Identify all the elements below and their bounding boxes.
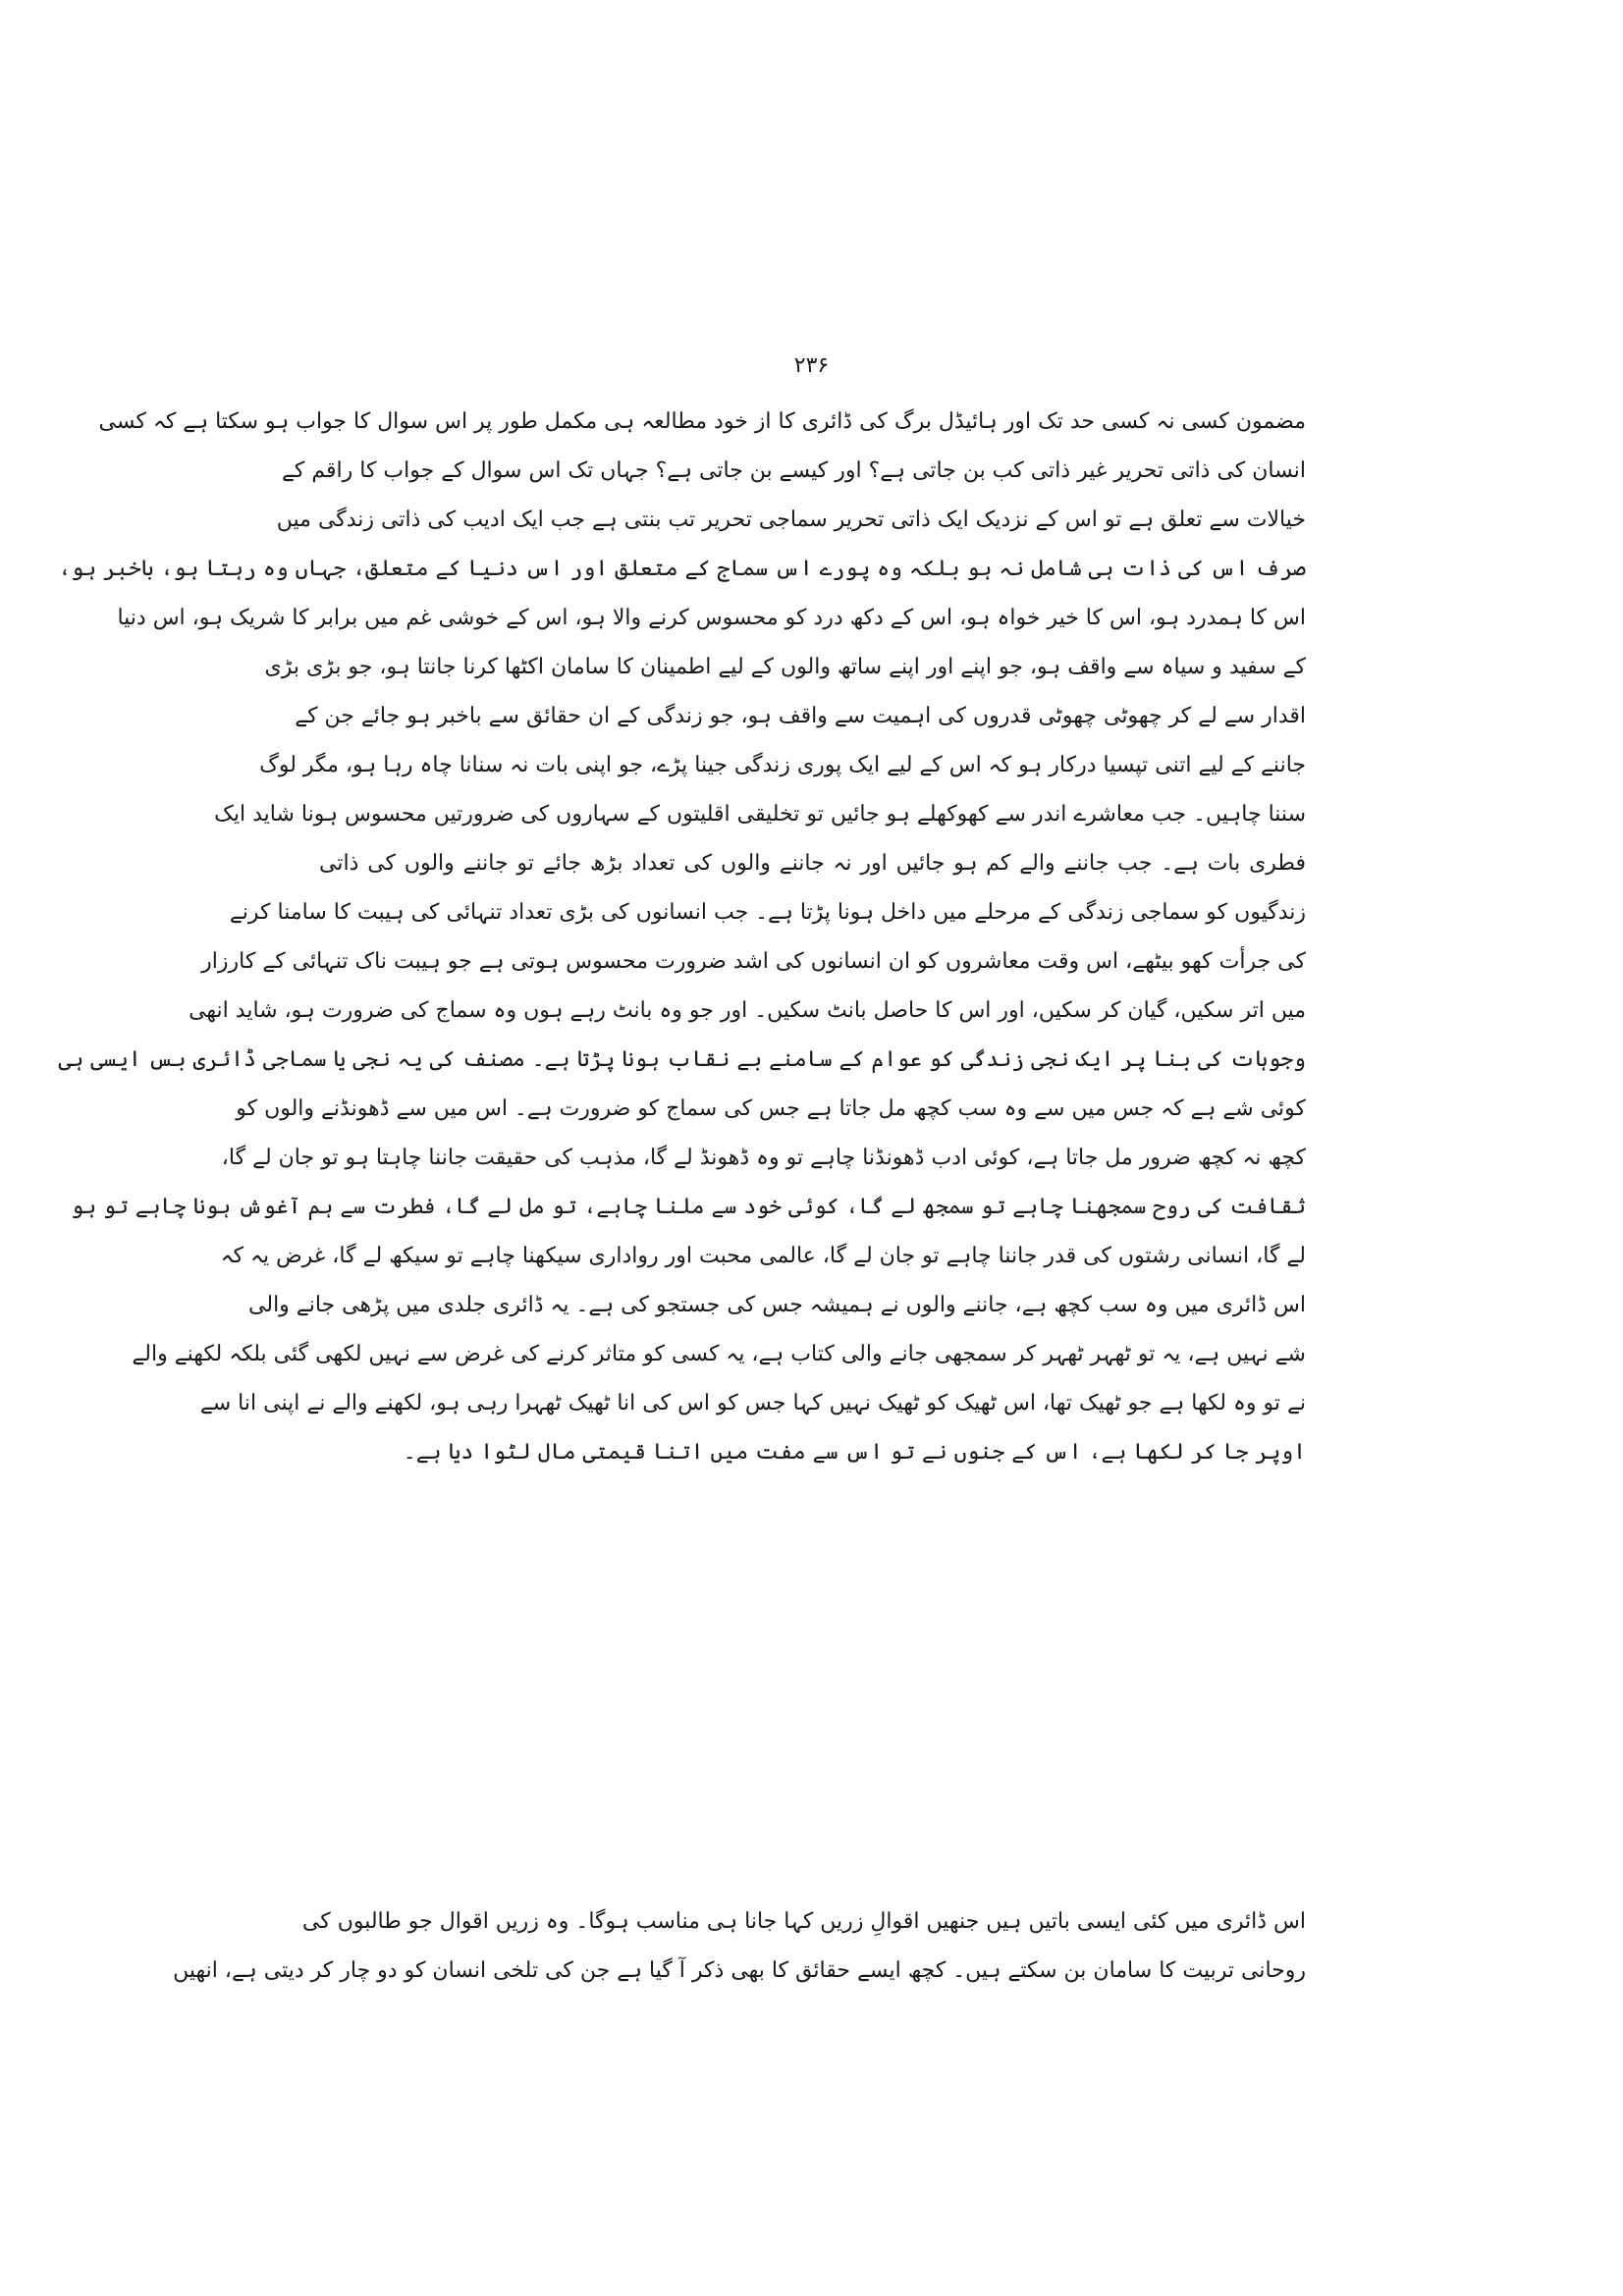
text-line: اس ڈائری میں کئی ایسی باتیں ہیں جنھیں اقوالِ زریں کہا جانا ہی مناسب ہوگا۔ وہ زریں اقوال جو طالبوں کی bbox=[301, 1909, 1306, 1934]
text-line: صرف اس کی ذات ہی شامل نہ ہو بلکہ وہ پورے اس سماج کے متعلق اور اس دنیا کے متعلق، جہاں وہ رہتا ہو، باخبر ہو، bbox=[58, 557, 1306, 581]
text-line: اقدار سے لے کر چھوٹی چھوٹی قدروں کی اہمیت سے واقف ہو، جو زندگی کے ان حقائق سے باخبر ہو جائے جن کے bbox=[295, 704, 1306, 728]
text-line: شے نہیں ہے، یہ تو ٹھہر ٹھہر کر سمجھی جانے والی کتاب ہے، یہ کسی کو متاثر کرنے کی غرض سے نہیں لکھی گئی بلکہ لکھنے والے bbox=[132, 1342, 1306, 1366]
paragraph-2 bbox=[173, 1897, 1306, 1996]
text-line: مضمون کسی نہ کسی حد تک اور ہائیڈل برگ کی ڈائری کا از خود مطالعہ ہی مکمل طور پر اس سوال کا جواب ہو سکتا ہے کہ کسی bbox=[98, 409, 1306, 434]
page-number: ۲۳۶ bbox=[793, 353, 830, 378]
text-line: کی جرأت کھو بیٹھے، اس وقت معاشروں کو ان انسانوں کی اشد ضرورت محسوس ہوتی ہے جو ہیبت ناک تنہائی کے کارزار bbox=[201, 949, 1306, 974]
text-line: سننا چاہیں۔ جب معاشرے اندر سے کھوکھلے ہو جائیں تو تخلیقی اقلیتوں کے سہاروں کی ضرورتیں محسوس ہونا شاید ایک bbox=[214, 802, 1306, 827]
text-line: روحانی تربیت کا سامان بن سکتے ہیں۔ کچھ ایسے حقائق کا بھی ذکر آ گیا ہے جن کی تلخی انسان کو دو چار کر دیتی ہے، انھیں bbox=[173, 1958, 1306, 1983]
text-line: میں اتر سکیں، گیان کر سکیں، اور اس کا حاصل بانٹ سکیں۔ اور جو وہ بانٹ رہے ہوں وہ سماج کی ضرورت ہو، شاید انھی bbox=[189, 998, 1306, 1023]
text-line: لے گا، انسانی رشتوں کی قدر جاننا چاہے تو جان لے گا، عالمی محبت اور رواداری سیکھنا چاہے تو سیکھ لے گا، غرض یہ کہ bbox=[220, 1244, 1306, 1268]
text-line: وجوہات کی بنا پر ایک نجی زندگی کو عوام کے سامنے بے نقاب ہونا پڑتا ہے۔ مصنف کی یہ نجی یا سماجی ڈائری بس ایسی ہی bbox=[58, 1047, 1306, 1072]
paragraph-1 bbox=[58, 398, 1306, 1477]
text-line: اوپر جا کر لکھا ہے، اس کے جنوں نے تو اس سے مفت میں اتنا قیمتی مال لٹوا دیا ہے۔ bbox=[403, 1440, 1306, 1465]
text-line: کوئی شے ہے کہ جس میں سے وہ سب کچھ مل جاتا ہے جس کی سماج کو ضرورت ہے۔ اس میں سے ڈھونڈنے والوں کو bbox=[236, 1096, 1306, 1121]
text-line: فطری بات ہے۔ جب جاننے والے کم ہو جائیں اور نہ جاننے والوں کی تعداد بڑھ جائے تو جاننے والوں کی ذاتی bbox=[319, 851, 1306, 876]
text-line: جاننے کے لیے اتنی تپسیا درکار ہو کہ اس کے لیے ایک پوری زندگی جینا پڑے، جو اپنی بات نہ سنانا چاہ رہا ہو، مگر لوگ bbox=[259, 753, 1306, 777]
text-line: اس ڈائری میں وہ سب کچھ ہے، جاننے والوں نے ہمیشہ جس کی جستجو کی ہے۔ یہ ڈائری جلدی میں پڑھی جانے والی bbox=[248, 1293, 1306, 1317]
text-line: نے تو وہ لکھا ہے جو ٹھیک تھا، اس ٹھیک کو ٹھیک نہیں کہا جس کو اس کی انا ٹھیک ٹھہرا رہی ہو، لکھنے والے نے اپنی انا سے bbox=[199, 1391, 1306, 1415]
text-line: کچھ نہ کچھ ضرور مل جاتا ہے، کوئی ادب ڈھونڈنا چاہے تو وہ ڈھونڈ لے گا، مذہب کی حقیقت جاننا چاہتا ہو تو جان لے گا، bbox=[221, 1146, 1306, 1170]
text-line: کے سفید و سیاہ سے واقف ہو، جو اپنے اور اپنے ساتھ والوں کے لیے اطمینان کا سامان اکٹھا کرنا جانتا ہو، جو بڑی بڑی bbox=[264, 655, 1306, 679]
text-line: زندگیوں کو سماجی زندگی کے مرحلے میں داخل ہونا پڑتا ہے۔ جب انسانوں کی بڑی تعداد تنہائی کی ہیبت کا سامنا کرنے bbox=[229, 900, 1306, 925]
text-line: اس کا ہمدرد ہو، اس کا خیر خواہ ہو، اس کے دکھ درد کو محسوس کرنے والا ہو، اس کے خوشی غم میں برابر کا شریک ہو، اس دنیا bbox=[117, 606, 1306, 630]
text-line: ثقافت کی روح سمجھنا چاہے تو سمجھ لے گا، کوئی خود سے ملنا چاہے، تو مل لے گا، فطرت سے ہم آغوش ہونا چاہے تو ہو bbox=[71, 1195, 1306, 1219]
text-line: خیالات سے تعلق ہے تو اس کے نزدیک ایک ذاتی تحریر سماجی تحریر تب بنتی ہے جب ایک ادیب کی ذاتی زندگی میں bbox=[276, 507, 1306, 532]
text-line: انسان کی ذاتی تحریر غیر ذاتی کب بن جاتی ہے؟ اور کیسے بن جاتی ہے؟ جہاں تک اس سوال کے جواب کا راقم کے bbox=[282, 458, 1306, 483]
